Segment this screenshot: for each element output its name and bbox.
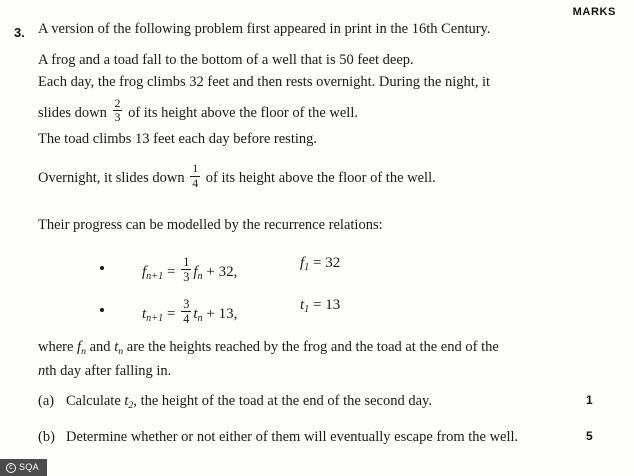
copyright-icon: c xyxy=(6,463,16,473)
where-var-f: f xyxy=(77,339,82,356)
question-intro: A version of the following problem first appeared in print in the 16th Century. xyxy=(38,21,491,37)
relation-1-lhs-sub: n+1 xyxy=(146,271,164,283)
relation-2-equation xyxy=(142,298,237,326)
where-var-t: t xyxy=(114,339,119,356)
part-a-post: , the height of the toad at the end of the second day. xyxy=(133,393,432,410)
relation-2-initial-condition xyxy=(300,298,340,315)
relation-1-tail: + 32, xyxy=(206,264,238,281)
relation-1-equals: = xyxy=(166,264,176,281)
problem-line-4: The toad climbs 13 feet each day before resting. xyxy=(38,131,318,148)
relation-2-lhs-sub: n+1 xyxy=(146,313,164,325)
problem-line-5-post: of its height above the floor of the well. xyxy=(205,169,436,186)
where-line-1 xyxy=(38,340,558,357)
relation-2-equals: = xyxy=(166,306,176,323)
problem-statement xyxy=(38,53,558,190)
relation-2-initial-value: = 13 xyxy=(313,297,341,314)
part-a-pre: Calculate xyxy=(66,393,125,410)
relation-2-initial-sub: 1 xyxy=(304,303,310,315)
recurrence-relation-item-2 xyxy=(38,292,558,334)
problem-line-3-post: of its height above the floor of the well. xyxy=(128,104,358,121)
part-b-marks: 5 xyxy=(586,429,593,444)
toad-slide-fraction xyxy=(190,160,200,190)
relation-1-equation xyxy=(142,256,237,284)
sqa-copyright-badge xyxy=(0,459,47,476)
part-b-label: (b) xyxy=(38,429,55,446)
bullet-dot-icon xyxy=(100,266,104,270)
where-pre: where xyxy=(38,339,78,356)
where-var-t-sub: n xyxy=(118,345,124,357)
relation-2-fraction xyxy=(181,298,191,326)
recurrence-relation-item-1 xyxy=(38,250,558,292)
question-part-a xyxy=(38,393,593,414)
relation-2-numerator: 3 xyxy=(183,297,190,312)
bullet-dot-icon xyxy=(100,308,104,312)
sqa-label: SQA xyxy=(19,462,39,472)
relation-2-lhs-var: t xyxy=(142,306,147,323)
where-clause xyxy=(38,340,558,378)
where-var-f-sub: n xyxy=(81,345,86,357)
frog-slide-denominator: 3 xyxy=(114,110,121,125)
problem-line-3-pre: slides down xyxy=(38,104,107,121)
where-mid: and xyxy=(86,339,115,356)
relation-1-lhs-var: f xyxy=(142,264,147,281)
model-intro: Their progress can be modelled by the recurrence relations: xyxy=(38,216,383,233)
relation-1-fraction xyxy=(181,256,191,284)
relation-2-initial-var: t xyxy=(300,297,305,314)
where-line-2 xyxy=(38,364,558,379)
where-line-2-post: th day after falling in. xyxy=(45,362,172,379)
relation-1-initial-sub: 1 xyxy=(304,261,310,273)
question-number: 3. xyxy=(14,25,25,40)
frog-slide-fraction xyxy=(113,95,123,125)
problem-line-5 xyxy=(38,160,558,190)
part-a-sub: 2 xyxy=(128,399,134,411)
problem-line-5-pre: Overnight, it slides down xyxy=(38,169,185,186)
question-body xyxy=(38,21,593,450)
part-a-text xyxy=(66,394,432,411)
part-a-var: t xyxy=(124,393,129,410)
where-var-n: n xyxy=(38,362,46,379)
part-b-text xyxy=(66,430,518,445)
part-b-pre: Determine whether or not either of them will eventually escape from the well. xyxy=(66,429,519,446)
recurrence-relations-list xyxy=(38,250,558,334)
question-part-b xyxy=(38,429,593,450)
relation-1-initial-value: = 32 xyxy=(313,255,341,272)
relation-2-term-sub: n xyxy=(197,313,203,325)
problem-line-2: Each day, the frog climbs 32 feet and then rests overnight. During the night, it xyxy=(38,74,491,90)
relation-1-term-var: f xyxy=(193,264,198,281)
problem-line-1: A frog and a toad fall to the bottom of a well that is 50 feet deep. xyxy=(38,51,414,68)
frog-slide-numerator: 2 xyxy=(114,95,121,110)
relation-1-initial-condition xyxy=(300,256,340,273)
relation-1-numerator: 1 xyxy=(183,255,190,270)
part-a-label: (a) xyxy=(38,393,55,410)
part-a-marks: 1 xyxy=(586,393,593,408)
relation-1-denominator: 3 xyxy=(183,270,190,285)
marks-column-header: MARKS xyxy=(572,6,616,18)
spacer-1 xyxy=(38,155,558,163)
relation-1-initial-var: f xyxy=(300,255,305,272)
relation-2-tail: + 13, xyxy=(206,306,238,323)
problem-line-3 xyxy=(38,95,558,125)
toad-slide-denominator: 4 xyxy=(192,175,199,190)
relation-2-denominator: 4 xyxy=(183,312,190,327)
relation-1-term-sub: n xyxy=(197,271,203,283)
where-post: are the heights reached by the frog and the toad at the end of the xyxy=(123,339,499,356)
toad-slide-numerator: 1 xyxy=(192,160,199,175)
spacer-2 xyxy=(38,198,558,218)
relation-2-term-var: t xyxy=(193,306,198,323)
